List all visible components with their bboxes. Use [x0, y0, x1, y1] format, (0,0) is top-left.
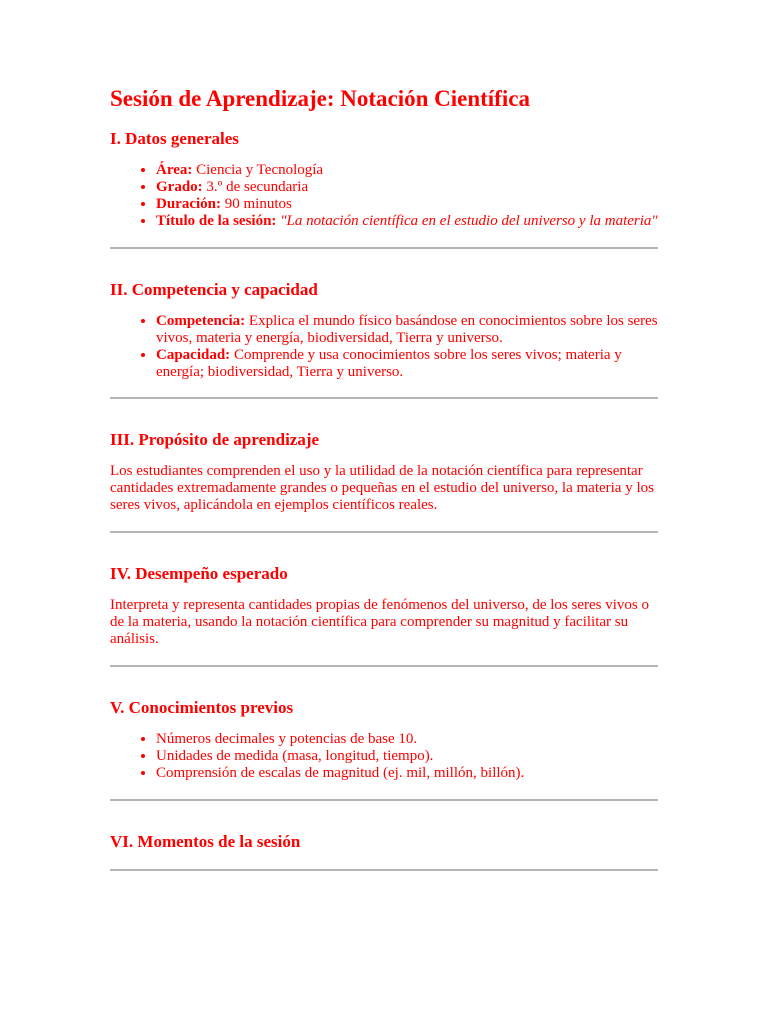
section-paragraph: Interpreta y representa cantidades propias de fenómenos del universo, de los seres vivos o de la materia, usando la notación científica para comprender su magnitud y facilitar su análisis. — [110, 597, 649, 647]
section-competencia — [110, 279, 658, 399]
section-heading: V. Conocimientos previos — [110, 698, 294, 717]
document-content — [110, 84, 658, 871]
item-label: Capacidad: — [156, 347, 231, 363]
page-title: Sesión de Aprendizaje: Notación Científica — [110, 86, 530, 111]
section-divider — [110, 247, 658, 249]
section-heading: III. Propósito de aprendizaje — [110, 430, 320, 449]
list-item — [156, 347, 658, 381]
section-divider — [110, 665, 658, 667]
section-conocimientos — [110, 697, 658, 801]
section-divider — [110, 531, 658, 533]
item-text: 90 minutos — [221, 196, 292, 212]
bullet-list — [110, 313, 658, 381]
item-label: Título de la sesión: — [156, 213, 277, 229]
list-item — [156, 179, 658, 196]
section-desempeno — [110, 563, 658, 667]
section-divider — [110, 799, 658, 801]
section-heading: VI. Momentos de la sesión — [110, 832, 301, 851]
item-text: Explica el mundo físico basándose en conocimientos sobre los seres vivos, materia y energía, biodiversidad, Tierra y universo. — [156, 313, 658, 346]
section-heading: II. Competencia y capacidad — [110, 280, 318, 299]
list-item: • Comprensión de escalas de magnitud (ej. mil, millón, billón). — [156, 765, 658, 782]
bullet-list — [110, 162, 658, 230]
section-proposito — [110, 429, 658, 533]
item-italic-text: "La notación científica en el estudio del universo y la materia" — [280, 213, 658, 229]
list-item — [156, 196, 658, 213]
bullet-list — [110, 731, 658, 782]
item-label: Competencia: — [156, 313, 246, 329]
list-item: • Números decimales y potencias de base 10. — [156, 731, 658, 748]
item-label: Grado: — [156, 179, 203, 195]
list-item — [156, 313, 658, 347]
section-heading: IV. Desempeño esperado — [110, 564, 288, 583]
item-text: Ciencia y Tecnología — [192, 162, 324, 178]
section-paragraph: Los estudiantes comprenden el uso y la utilidad de la notación científica para representar cantidades extremadamente grandes o pequeñas en el estudio del universo, la materia y los seres vivos, aplicándola en ejemplos científicos reales. — [110, 463, 654, 513]
section-divider — [110, 869, 658, 871]
section-heading: I. Datos generales — [110, 129, 239, 148]
list-item — [156, 162, 658, 179]
section-datos-generales — [110, 128, 658, 249]
item-text: Comprende y usa conocimientos sobre los seres vivos; materia y energía; biodiversidad, Tierra y universo. — [156, 347, 622, 380]
section-momentos — [110, 831, 658, 871]
list-item — [156, 213, 658, 230]
item-label: Duración: — [156, 196, 221, 212]
section-divider — [110, 397, 658, 399]
item-text: 3.º de secundaria — [202, 179, 309, 195]
list-item: • Unidades de medida (masa, longitud, tiempo). — [156, 748, 658, 765]
item-label: Área: — [156, 162, 193, 178]
